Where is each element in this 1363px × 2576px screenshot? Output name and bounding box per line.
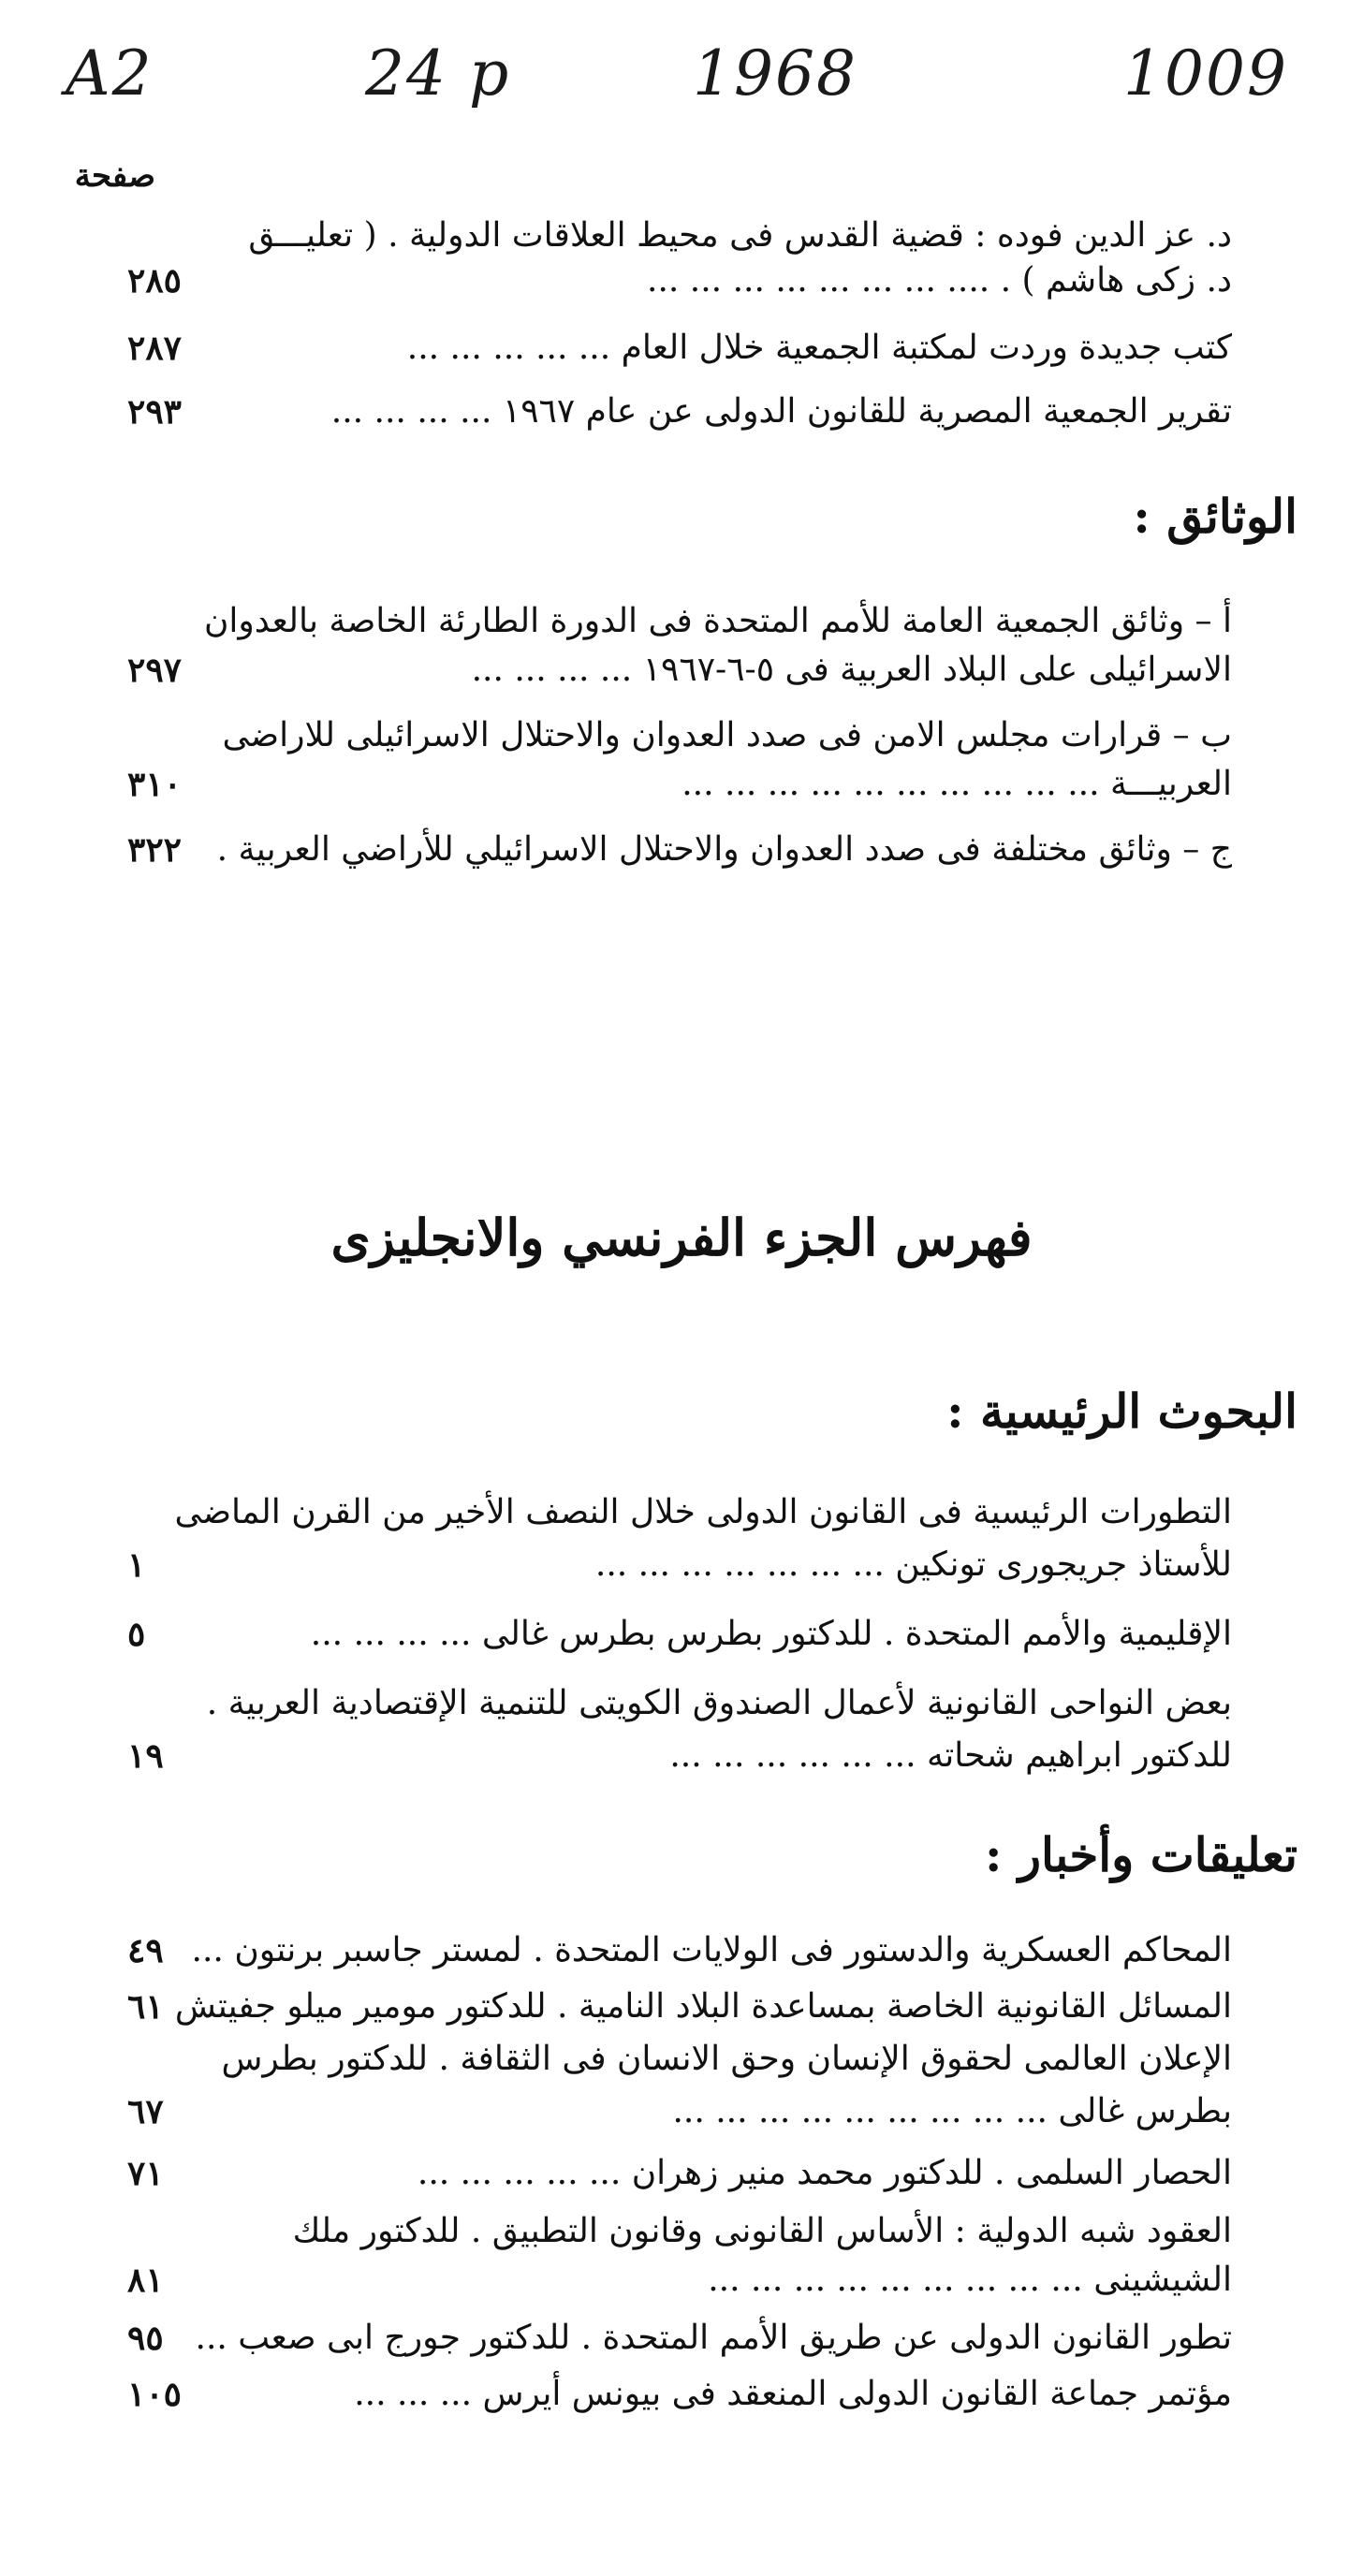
toc-row-text: العربيـــة ... ... ... ... ... ... ... ... ... ... — [682, 765, 1232, 803]
toc-row — [127, 326, 1232, 371]
toc-row-page: ٢٩٧ — [127, 651, 183, 690]
toc-row — [127, 2258, 1232, 2303]
toc-row — [127, 1681, 1232, 1726]
handwritten-mark-a2: A2 — [66, 37, 154, 110]
toc-row-text: ب – قرارات مجلس الامن فى صدد العدوان والاحتلال الاسرائيلى للاراضى — [222, 716, 1232, 754]
toc-row-text: العقود شبه الدولية : الأساس القانونى وقانون التطبيق . للدكتور ملك — [292, 2212, 1232, 2250]
toc-row-page: ٨١ — [127, 2261, 164, 2300]
toc-row-page: ٣٢٢ — [127, 830, 183, 870]
index-title: فهرس الجزء الفرنسي والانجليزى — [330, 1208, 1033, 1267]
toc-row-text: أ – وثائق الجمعية العامة للأمم المتحدة فى الدورة الطارئة الخاصة بالعدوان — [203, 602, 1232, 640]
toc-row-page: ١٩ — [127, 1736, 164, 1776]
toc-row-page: ٢٨٧ — [127, 329, 183, 368]
toc-row — [127, 213, 1232, 258]
handwritten-mark-24p: 24 p — [365, 37, 511, 110]
toc-row-page: ١٠٥ — [127, 2375, 183, 2414]
toc-row — [127, 1612, 1232, 1657]
toc-row-text: الحصار السلمى . للدكتور محمد منير زهران ... ... ... ... ... — [417, 2154, 1232, 2192]
toc-row — [127, 2089, 1232, 2134]
toc-row-page: ٥ — [127, 1615, 146, 1654]
toc-row-text: د. زكى هاشم ) . .... ... ... ... ... ... ... ... — [647, 261, 1232, 300]
toc-row-text: للدكتور ابراهيم شحاته ... ... ... ... ... ... — [669, 1736, 1232, 1775]
handwritten-year: 1968 — [693, 37, 857, 110]
toc-row-text: مؤتمر جماعة القانون الدولى المنعقد فى بيونس أيرس ... ... ... — [354, 2375, 1232, 2413]
toc-row — [127, 2209, 1232, 2254]
handwritten-number: 1009 — [1123, 37, 1288, 110]
page-column-label: صفحة — [74, 157, 155, 195]
toc-row — [127, 827, 1232, 872]
toc-row-text: للأستاذ جريجورى تونكين ... ... ... ... ... ... ... — [594, 1545, 1232, 1584]
toc-row-text: تقرير الجمعية المصرية للقانون الدولى عن عام ١٩٦٧ ... ... ... ... — [330, 392, 1232, 431]
toc-row — [127, 713, 1232, 758]
section-heading-notes: تعليقات وأخبار : — [985, 1827, 1297, 1882]
toc-row-text: كتب جديدة وردت لمكتبة الجمعية خلال العام ... ... ... ... ... — [406, 329, 1232, 367]
toc-row — [127, 2151, 1232, 2196]
toc-row — [127, 1490, 1232, 1535]
toc-row — [127, 2316, 1232, 2361]
toc-row — [127, 762, 1232, 807]
toc-row-page: ٩٥ — [127, 2319, 164, 2358]
toc-row-page: ٦١ — [127, 1987, 164, 2027]
toc-row-text: بطرس غالى ... ... ... ... ... ... ... ... ... — [672, 2092, 1232, 2130]
toc-row — [127, 1734, 1232, 1778]
toc-row-text: بعض النواحى القانونية لأعمال الصندوق الكويتى للتنمية الإقتصادية العربية . — [206, 1684, 1232, 1722]
toc-row-text: الإعلان العالمى لحقوق الإنسان وحق الانسان فى الثقافة . للدكتور بطرس — [221, 2040, 1232, 2078]
toc-row-text: تطور القانون الدولى عن طريق الأمم المتحدة . للدكتور جورج ابى صعب ... — [195, 2319, 1232, 2357]
toc-row — [127, 1928, 1232, 1973]
toc-row — [127, 389, 1232, 434]
toc-row — [127, 648, 1232, 693]
toc-row-text: الإقليمية والأمم المتحدة . للدكتور بطرس بطرس غالى ... ... ... ... — [310, 1615, 1232, 1653]
toc-row-text: المحاكم العسكرية والدستور فى الولايات المتحدة . لمستر جاسبر برنتون ... — [191, 1931, 1232, 1969]
toc-row — [127, 1984, 1232, 2029]
section-heading-documents: الوثائق : — [1133, 489, 1297, 544]
toc-row-page: ٧١ — [127, 2154, 164, 2193]
toc-row-text: ج – وثائق مختلفة فى صدد العدوان والاحتلال الاسرائيلي للأراضي العربية . — [216, 830, 1232, 869]
toc-row — [127, 2372, 1232, 2417]
toc-row-page: ٢٨٥ — [127, 261, 183, 300]
toc-row — [127, 2037, 1232, 2082]
toc-row-page: ٤٩ — [127, 1931, 164, 1970]
toc-row-text: الاسرائيلى على البلاد العربية فى ٥-٦-١٩٦٧ ... ... ... ... — [471, 651, 1232, 689]
toc-row — [127, 599, 1232, 644]
toc-row-page: ٢٩٣ — [127, 392, 183, 432]
toc-row-text: التطورات الرئيسية فى القانون الدولى خلال النصف الأخير من القرن الماضى — [174, 1493, 1232, 1531]
toc-row-page: ١ — [127, 1545, 146, 1585]
toc-row-text: المسائل القانونية الخاصة بمساعدة البلاد النامية . للدكتور مومير ميلو جفيتش — [174, 1987, 1232, 2026]
toc-row — [127, 258, 1232, 303]
toc-row — [127, 1543, 1232, 1588]
toc-row-text: الشيشينى ... ... ... ... ... ... ... ... ... — [708, 2261, 1232, 2299]
section-heading-research: البحوث الرئيسية : — [946, 1383, 1297, 1439]
toc-row-page: ٦٧ — [127, 2092, 164, 2131]
toc-row-page: ٣١٠ — [127, 765, 183, 804]
toc-row-text: د. عز الدين فوده : قضية القدس فى محيط العلاقات الدولية . ( تعليـــق — [248, 216, 1232, 255]
